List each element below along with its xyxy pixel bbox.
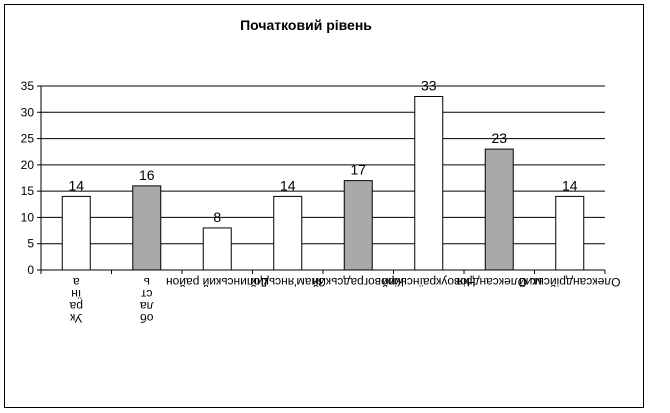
bar — [274, 196, 302, 270]
chart-title: Початковий рівень — [240, 17, 372, 33]
y-tick-label: 15 — [20, 184, 34, 199]
y-tick-label: 5 — [27, 236, 34, 251]
data-label: 33 — [420, 77, 437, 94]
data-label: 14 — [279, 177, 296, 194]
y-tick-label: 10 — [20, 210, 34, 225]
category-label-line: ь — [143, 275, 150, 289]
category-label-line: їн — [71, 287, 82, 301]
category-label — [69, 275, 83, 325]
data-label: 17 — [350, 161, 367, 178]
bar — [62, 196, 90, 270]
bar — [344, 181, 372, 270]
bar — [556, 196, 584, 270]
data-label: 14 — [68, 177, 85, 194]
y-tick-label: 0 — [27, 263, 34, 277]
category-label-line: Знам'янський — [250, 275, 326, 289]
y-tick-label: 35 — [20, 79, 34, 93]
category-label-line: Новоукраїнський — [381, 275, 476, 289]
y-tick-label: 25 — [20, 131, 34, 146]
category-label-line: ра — [69, 299, 83, 313]
category-label-line: а — [72, 275, 80, 289]
category-label — [140, 275, 154, 325]
data-label: 16 — [138, 166, 155, 183]
bar — [133, 186, 161, 270]
category-label-line: Олександрійський — [518, 275, 621, 289]
category-label-line: ст — [141, 287, 153, 301]
category-label-line: ла — [139, 299, 154, 313]
category-label-line: Кіровоградський — [312, 275, 405, 289]
bar — [203, 228, 231, 270]
category-label-line: м. Олександрія — [456, 275, 542, 289]
data-label: 23 — [491, 130, 508, 147]
category-label-line: Ук — [70, 311, 83, 325]
category-label-line: об — [139, 311, 154, 325]
category-label-line: Долинський район — [165, 275, 269, 289]
bar — [485, 149, 513, 270]
category-label — [519, 275, 621, 289]
bar — [415, 97, 443, 270]
y-tick-label: 30 — [20, 105, 34, 120]
data-label: 8 — [213, 208, 222, 225]
y-tick-label: 20 — [20, 157, 34, 172]
data-label: 14 — [561, 177, 578, 194]
